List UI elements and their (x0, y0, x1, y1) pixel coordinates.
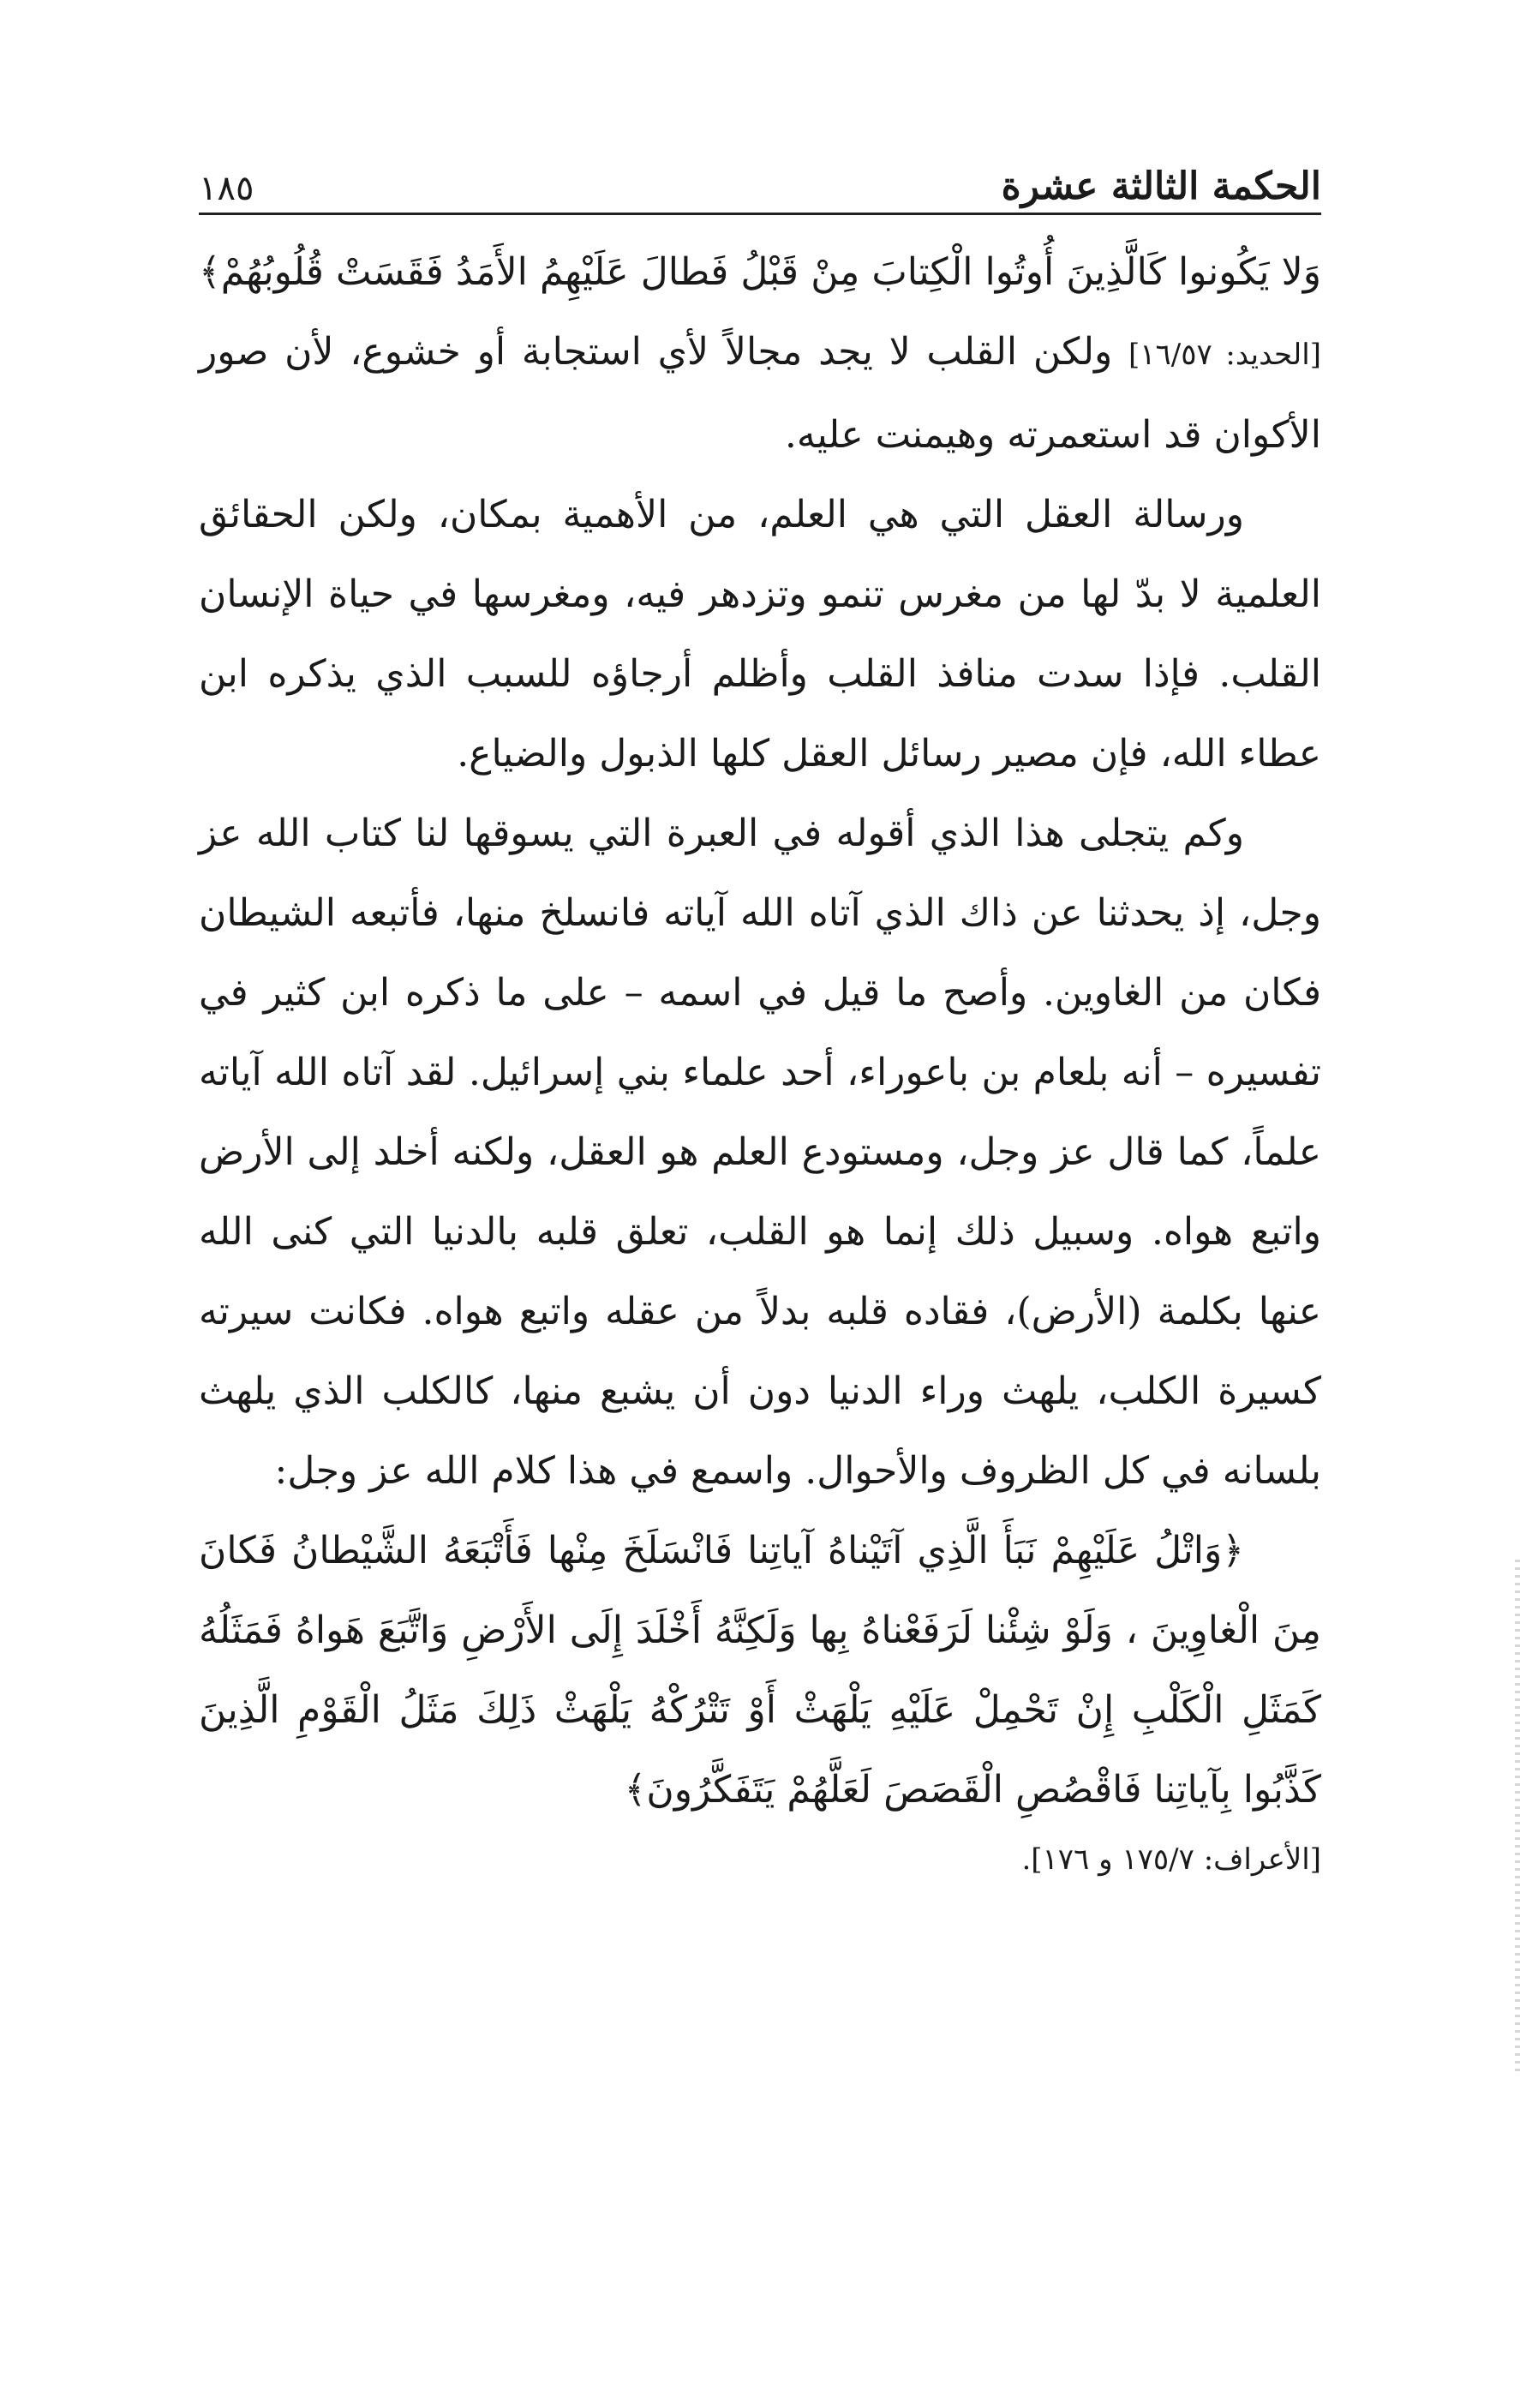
verse-citation-2: [الأعراف: ١٧٥/٧ و ١٧٦]. (1021, 1842, 1321, 1877)
page-body (199, 232, 1321, 1890)
paragraph-3: وكم يتجلى هذا الذي أقوله في العبرة التي يسوقها لنا كتاب الله عز وجل، إذ يحدثنا عن ذاك الذي آتاه الله آياته فانسلخ منها، فأتبعه الشيطان فكان من الغاوين. وأصح ما قيل في اسمه – على ما ذكره ابن كثير في تفسيره – أنه بلعام بن باعوراء، أحد علماء بني إسرائيل. لقد آتاه الله آياته علماً، كما قال عز وجل، ومستودع العلم هو العقل، ولكنه أخلد إلى الأرض واتبع هواه. وسبيل ذلك إنما هو القلب، تعلق قلبه بالدنيا التي كنى الله عنها بكلمة (الأرض)، فقاده قلبه بدلاً من عقله واتبع هواه. فكانت سيرته كسيرة الكلب، يلهث وراء الدنيا دون أن يشبع منها، كالكلب الذي يلهث بلسانه في كل الظروف والأحوال. واسمع في هذا كلام الله عز وجل: (199, 812, 1321, 1493)
page-number: ١٨٥ (199, 169, 254, 208)
quran-verse-1: وَلا يَكُونوا كَالَّذِينَ أُوتُوا الْكِتابَ مِنْ قَبْلُ فَطالَ عَلَيْهِمُ الأَمَدُ فَقَسَتْ قُلُوبُهُمْ﴾ (199, 250, 1321, 294)
verse-citation-1: [الحديد: ١٦/٥٧] (1128, 338, 1321, 372)
scan-edge-artifact (1515, 1560, 1520, 2074)
book-page (199, 137, 1321, 2331)
chapter-title: الحكمة الثالثة عشرة (1001, 165, 1321, 208)
paragraph-1-text: ولكن القلب لا يجد مجالاً لأي استجابة أو خشوع، لأن صور الأكوان قد استعمرته وهيمنت عليه. (199, 330, 1321, 457)
paragraph-2: ورسالة العقل التي هي العلم، من الأهمية بمكان، ولكن الحقائق العلمية لا بدّ لها من مغرس تنمو وتزدهر فيه، ومغرسها في حياة الإنسان القلب. فإذا سدت منافذ القلب وأظلم أرجاؤه للسبب الذي يذكره ابن عطاء الله، فإن مصير رسائل العقل كلها الذبول والضياع. (199, 493, 1321, 776)
quran-verse-2: ﴿وَاتْلُ عَلَيْهِمْ نَبَأَ الَّذِي آتَيْناهُ آياتِنا فَانْسَلَخَ مِنْها فَأَتْبَعَهُ الشَّيْطانُ فَكانَ مِنَ الْغاوِينَ ، وَلَوْ شِئْنا لَرَفَعْناهُ بِها وَلَكِنَّهُ أَخْلَدَ إِلَى الأَرْضِ وَاتَّبَعَ هَواهُ فَمَثَلُهُ كَمَثَلِ الْكَلْبِ إِنْ تَحْمِلْ عَلَيْهِ يَلْهَثْ أَوْ تَتْرُكْهُ يَلْهَثْ ذَلِكَ مَثَلُ الْقَوْمِ الَّذِينَ كَذَّبُوا بِآياتِنا فَاقْصُصِ الْقَصَصَ لَعَلَّهُمْ يَتَفَكَّرُونَ﴾ (199, 1529, 1321, 1812)
paragraph-1 (199, 232, 1321, 475)
running-header (199, 137, 1321, 215)
